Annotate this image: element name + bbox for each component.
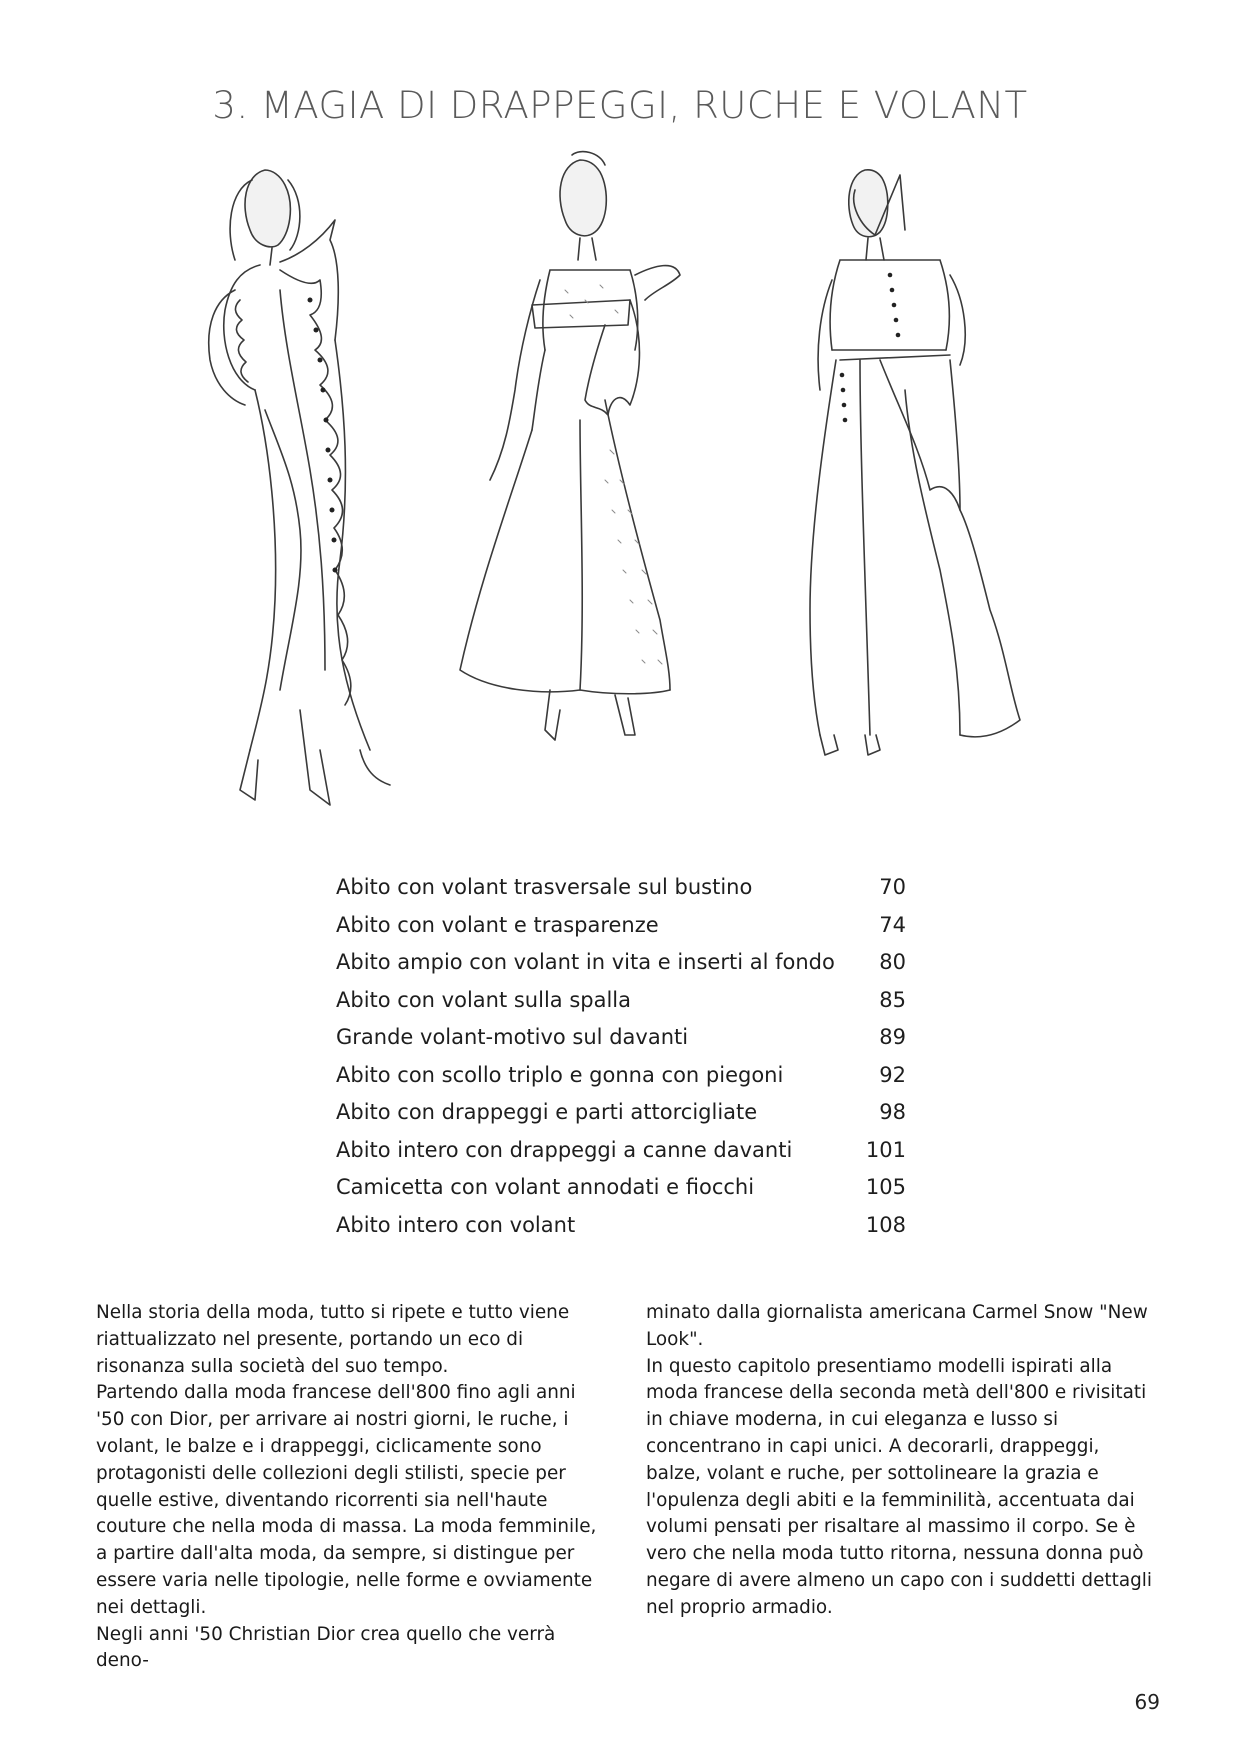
toc-label: Abito con volant e trasparenze	[336, 912, 659, 937]
page-title: 3. MAGIA DI DRAPPEGGI, RUCHE E VOLANT	[212, 84, 1028, 127]
toc-item[interactable]	[336, 950, 906, 988]
toc-page: 85	[879, 987, 906, 1012]
fashion-sketch-jumpsuit-icon	[810, 170, 1020, 755]
toc-label: Camicetta con volant annodati e fiocchi	[336, 1175, 755, 1199]
toc-label: Grande volant-motivo sul davanti	[336, 1025, 689, 1049]
paragraph: Negli anni '50 Christian Dior crea quello che verrà deno-	[96, 1623, 556, 1672]
toc-label: Abito con scollo triplo e gonna con piegoni	[336, 1062, 784, 1087]
toc-label: Abito intero con drappeggi a canne davanti	[336, 1137, 793, 1162]
toc-item[interactable]	[336, 1138, 906, 1176]
body-column-left	[96, 1300, 606, 1675]
toc-page: 101	[865, 1137, 906, 1162]
toc-item[interactable]	[336, 1213, 906, 1251]
toc-label: Abito con drappeggi e parti attorcigliate	[336, 1100, 758, 1124]
toc-page: 89	[879, 1025, 906, 1049]
toc-page: 105	[865, 1175, 906, 1199]
toc-item[interactable]	[336, 1175, 906, 1213]
toc-item[interactable]	[336, 1100, 906, 1138]
toc-item[interactable]	[336, 875, 906, 913]
toc-label: Abito intero con volant	[336, 1212, 576, 1237]
paragraph: Partendo dalla moda francese dell'800 fino agli anni '50 con Dior, per arrivare ai nostri giorni, le ruche, i volant, le balze e i drappeggi, ciclicamente sono protagonisti delle collezioni degli stilisti, specie per quelle estive, diventando ricorrenti sia nell'haute couture che nella moda di massa. La moda femminile, a partire dall'alta moda, da sempre, si distingue per essere varia nelle tipologie, nelle forme e ovviamente nei dettagli.	[96, 1382, 597, 1618]
toc-page: 70	[879, 875, 906, 899]
toc-item[interactable]	[336, 988, 906, 1026]
toc-item[interactable]	[336, 1025, 906, 1063]
toc-label: Abito ampio con volant in vita e inserti al fondo	[336, 950, 835, 974]
toc-page: 74	[879, 912, 906, 937]
toc-label: Abito con volant trasversale sul bustino	[336, 875, 753, 899]
toc-page: 80	[879, 950, 906, 974]
toc-label: Abito con volant sulla spalla	[336, 987, 632, 1012]
toc-page: 92	[879, 1062, 906, 1087]
toc-page: 108	[865, 1212, 906, 1237]
paragraph: In questo capitolo presentiamo modelli ispirati alla moda francese della seconda metà dell'800 e rivisitati in chiave moderna, in cui eleganza e lusso si concentrano in capi unici. A decorarli, drappeggi, balze, volant e ruche, per sottolineare la grazia e l'opulenza degli abiti e la femminilità, accentuata dai volumi pensati per risaltare al massimo il corpo. Se è vero che nella moda tutto ritorna, nessuna donna può negare di avere almeno un capo con i suddetti dettagli nel proprio armadio.	[646, 1355, 1152, 1618]
body-column-right	[646, 1300, 1156, 1675]
fashion-sketch-peplum-dress-icon	[460, 152, 680, 740]
fashion-sketch-ruffle-gown-icon	[209, 170, 390, 805]
fashion-illustrations	[160, 150, 1120, 850]
body-text	[96, 1300, 1156, 1675]
paragraph: Nella storia della moda, tutto si ripete e tutto viene riattualizzato nel presente, portando un eco di risonanza sulla società del suo tempo.	[96, 1302, 570, 1377]
toc-item[interactable]	[336, 913, 906, 951]
toc-item[interactable]	[336, 1063, 906, 1101]
toc-page: 98	[879, 1100, 906, 1124]
table-of-contents	[336, 875, 906, 1250]
paragraph: minato dalla giornalista americana Carmel Snow "New Look".	[646, 1302, 1148, 1350]
page-number: 69	[1134, 1690, 1160, 1714]
